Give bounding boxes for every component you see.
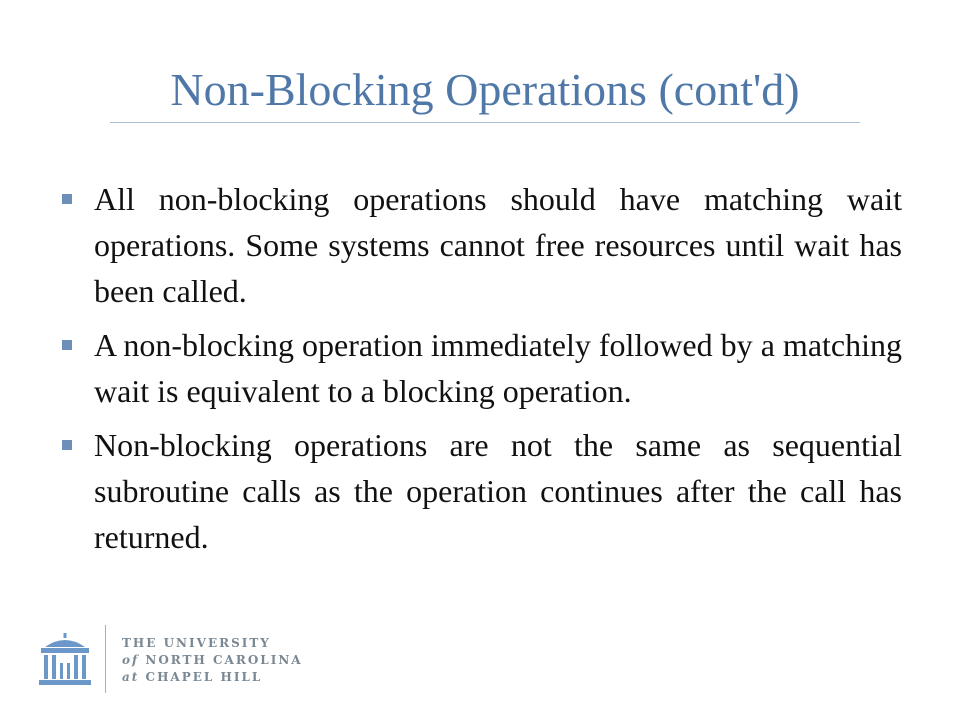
square-bullet-icon xyxy=(62,176,94,222)
logo-line-2: of NORTH CAROLINA xyxy=(122,653,303,667)
logo-divider xyxy=(105,625,106,693)
bullet-list xyxy=(62,176,902,568)
bullet-item xyxy=(62,176,902,314)
bullet-text: A non-blocking operation immediately followed by a matching wait is equivalent to a blocking operation. xyxy=(94,327,902,409)
old-well-icon xyxy=(36,629,94,689)
unc-logo xyxy=(36,625,303,695)
title-divider xyxy=(110,122,860,123)
square-bullet-icon xyxy=(62,322,94,368)
bullet-item xyxy=(62,322,902,414)
slide-title: Non-Blocking Operations (cont'd) xyxy=(170,64,800,115)
bullet-item xyxy=(62,422,902,560)
logo-wordmark xyxy=(122,635,303,686)
bullet-text: All non-blocking operations should have matching wait operations. Some systems cannot free resources until wait has been called. xyxy=(94,181,902,309)
logo-line-3: at CHAPEL HILL xyxy=(122,670,263,684)
bullet-text: Non-blocking operations are not the same as sequential subroutine calls as the operation continues after the call has returned. xyxy=(94,427,902,555)
square-bullet-icon xyxy=(62,422,94,468)
logo-line-1: THE UNIVERSITY xyxy=(122,636,271,650)
